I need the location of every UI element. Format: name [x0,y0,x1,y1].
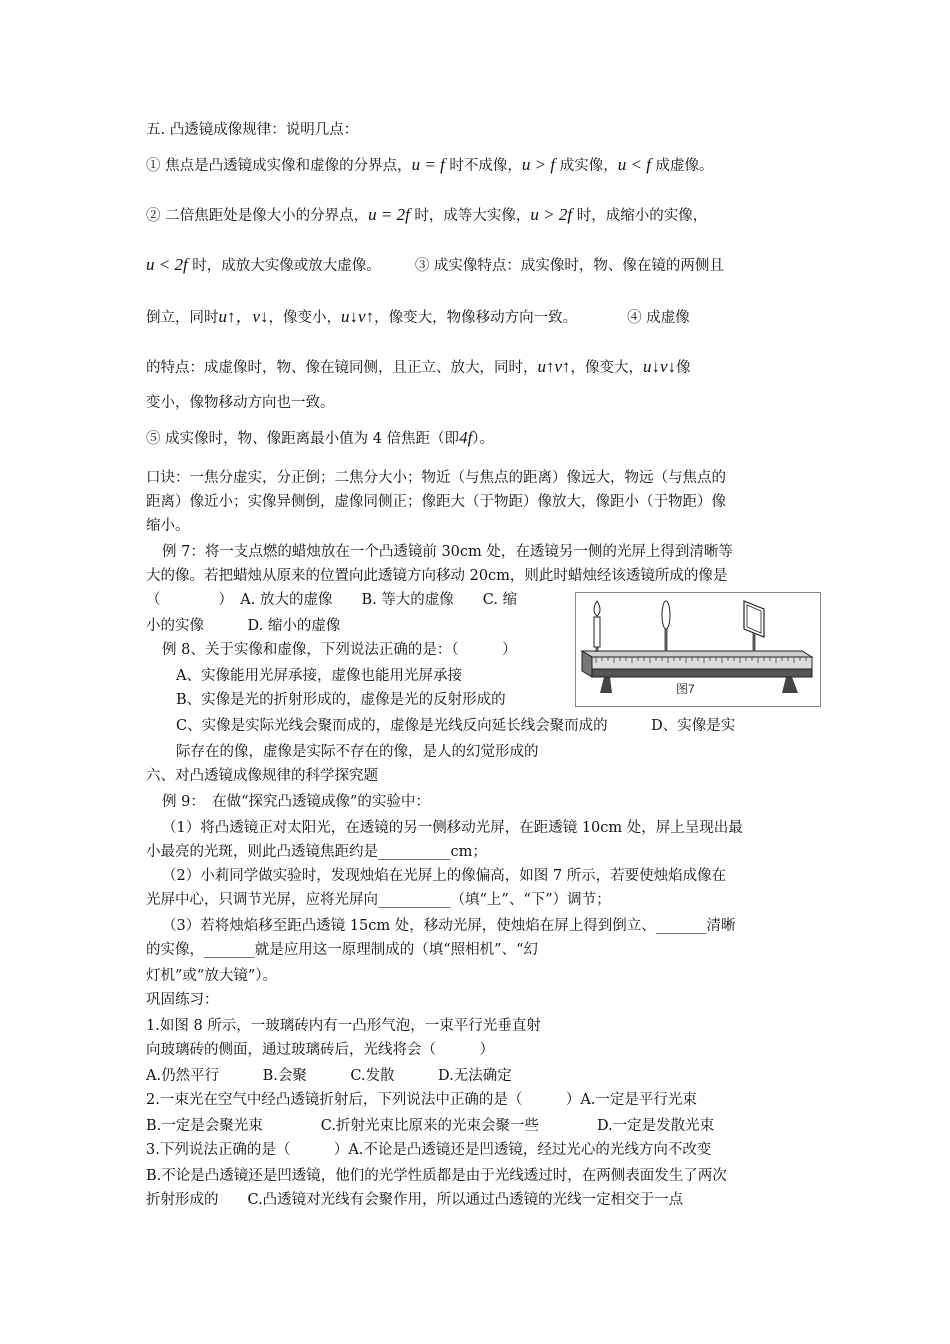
text-span: 成虚像。 [650,158,714,174]
practice-q1-line-2: 向玻璃砖的侧面，通过玻璃砖后，光线将会（ ） [146,1042,494,1058]
rule-point-5 [146,428,494,449]
formula-u-down-v-down: u↓v↓ [643,357,677,376]
text-span: 倒立，同时 [146,310,219,326]
figure-7-caption: 图7 [676,682,695,696]
rule-point-4-end: 变小，像物移动方向也一致。 [146,395,335,411]
example-8-option-a: A、实像能用光屏承接，虚像也能用光屏承接 [176,668,462,684]
candle-holder [596,647,599,652]
practice-title: 巩固练习： [146,992,219,1008]
formula-u-down-v-up: u↓v↑ [341,307,375,326]
example-7-line-1: 例 7：将一支点燃的蜡烛放在一个凸透镜前 30cm 处，在透镜另一侧的光屏上得到清晰等 [162,544,733,560]
figure-7-optical-bench [575,592,821,707]
mnemonic-line-2: 距离）像近小；实像异侧倒，虚像同侧正；像距大（于物距）像放大，像距小（于物距）像 [146,494,726,510]
formula-u-lt-2f: u < 2f [146,255,188,274]
text-span: ② 二倍焦距处是像大小的分界点， [146,208,369,224]
formula-u-up-v-up: u↑v↑ [537,357,571,376]
practice-q3-line-2: B.不论是凸透镜还是凹透镜，他们的光学性质都是由于光线透过时，在两侧表面发生了两次 [146,1168,727,1184]
rule-point-2 [146,205,707,226]
candle-body [594,617,600,647]
bench-top [582,651,812,657]
section-5-title: 五. 凸透镜成像规律：说明几点： [146,122,359,138]
text-span: ，像变小， [268,310,342,326]
rule-point-3-start: ③ 成实像特点：成实像时，物、像在镜的两侧且 [414,258,724,274]
example-9-q3-line-1: （3）若将烛焰移至距凸透镜 15cm 处，移动光屏，使烛焰在屏上得到倒立、_______清晰 [162,918,736,934]
bench-scale [592,657,812,669]
example-9-q3-line-3: 灯机”或“放大镜”）。 [146,968,277,984]
lens-holder [665,629,668,651]
practice-q2-line-1: 2.一束光在空气中经凸透镜折射后，下列说法中正确的是（ ）A.一定是平行光束 [146,1092,697,1108]
text-span: ⑤ 成实像时，物、像距离最小值为 4 倍焦距（即 [146,431,460,447]
practice-q1-line-1: 1.如图 8 所示，一玻璃砖内有一凸形气泡，一束平行光垂直射 [146,1018,541,1034]
rule-point-3-cont [146,307,690,328]
convex-lens [662,601,670,629]
screen-holder [753,633,756,651]
example-9-q3-line-2: 的实像，_______就是应用这一原理制成的（填“照相机”、“幻 [146,942,538,958]
example-7-line-4: 小的实像 D. 缩小的虚像 [146,618,341,634]
example-7-line-3: （ ） A. 放大的虚像 B. 等大的虚像 C. 缩 [146,592,518,608]
text-span: 的特点：成虚像时，物、像在镜同侧，且正立、放大，同时， [146,360,538,376]
candle-flame [594,601,600,616]
text-span: ，像变大， [570,360,644,376]
bench-leg-left [600,677,612,693]
text-span: ，像变大，物像移动方向一致。 [374,310,578,326]
practice-q3-line-3: 折射形成的 C.凸透镜对光线有会聚作用，所以通过凸透镜的光线一定相交于一点 [146,1192,684,1208]
text-span: 时，成放大实像或放大虚像。 [187,258,381,274]
formula-u-gt-2f: u > 2f [530,205,573,224]
text-span: 时，成等大实像， [409,208,531,224]
text-span: 像 [676,360,691,376]
mnemonic-line-3: 缩小。 [146,518,190,534]
example-8-option-c: C、实像是实际光线会聚而成的，虚像是光线反向延长线会聚而成的 D、实像是实 [176,718,736,734]
example-9-q1-line-1: （1）将凸透镜正对太阳光，在透镜的另一侧移动光屏，在距透镜 10cm 处，屏上呈现出最 [162,820,743,836]
example-8-option-d: 际存在的像，虚像是实际不存在的像，是人的幻觉形成的 [176,744,539,760]
formula-u-up-v-down: u↑，v↓ [218,307,269,326]
formula-u-lt-f: u < f [617,155,651,174]
mnemonic-line-1: 口诀：一焦分虚实，分正倒；二焦分大小；物近（与焦点的距离）像远大，物远（与焦点的 [146,470,726,486]
example-9-q1-line-2: 小最亮的光斑，则此凸透镜焦距约是__________cm； [146,844,487,860]
section-6-title: 六、对凸透镜成像规律的科学探究题 [146,768,378,784]
practice-q3-line-1: 3.下列说法正确的是（ ）A.不论是凸透镜还是凹透镜，经过光心的光线方向不改变 [146,1142,712,1158]
formula-u-eq-f: u = f [411,155,445,174]
formula-4f: 4f [459,428,473,447]
example-9-stem: 例 9： 在做“探究凸透镜成像”的实验中： [162,794,430,810]
rule-point-4-start: ④ 成虚像 [627,310,690,326]
text-span: 成实像， [555,158,618,174]
text-span: ① 焦点是凸透镜成实像和虚像的分界点， [146,158,412,174]
formula-u-gt-f: u > f [521,155,556,174]
rule-point-2-cont [146,255,724,276]
rule-point-1 [146,155,714,176]
practice-q2-line-2: B.一定是会聚光束 C.折射光束比原来的光束会聚一些 D.一定是发散光束 [146,1118,715,1134]
optical-bench-illustration [576,593,820,706]
rule-point-4-cont [146,357,691,378]
example-8-option-b: B、实像是光的折射形成的，虚像是光的反射形成的 [176,692,506,708]
example-9-q2-line-1: （2）小莉同学做实验时，发现烛焰在光屏上的像偏高，如图 7 所示，若要使烛焰成像在 [162,868,727,884]
practice-q1-options: A.仍然平行 B.会聚 C.发散 D.无法确定 [146,1068,512,1084]
text-span: 时，成缩小的实像， [572,208,708,224]
bench-base [592,669,812,677]
formula-u-eq-2f: u = 2f [368,205,410,224]
example-8-stem: 例 8、关于实像和虚像，下列说法正确的是：（ ） [162,642,517,658]
text-span: ）。 [472,431,495,447]
example-7-line-2: 大的像。若把蜡烛从原来的位置向此透镜方向移动 20cm，则此时蜡烛经该透镜所成的像是 [146,568,728,584]
bench-leg-right [782,677,798,693]
example-9-q2-line-2: 光屏中心，只调节光屏，应将光屏向__________（填“上”、“下”）调节； [146,892,611,908]
text-span: 时不成像， [444,158,522,174]
